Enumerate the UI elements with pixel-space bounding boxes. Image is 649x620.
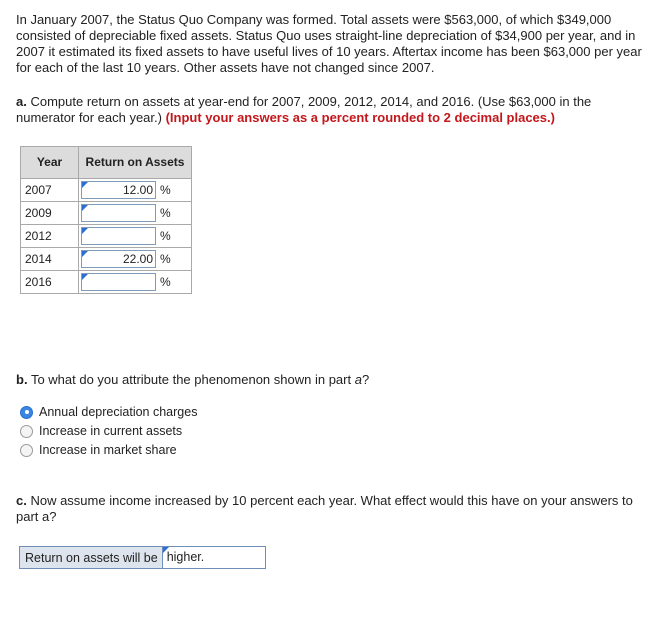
table-row [21, 202, 192, 225]
year-cell: 2012 [21, 225, 79, 248]
radio-label: Increase in current assets [39, 424, 183, 438]
part-a-question [16, 94, 644, 126]
percent-unit: % [160, 229, 171, 243]
roa-table [20, 146, 192, 294]
part-a-text: Compute return on assets at year-end for 2007, 2009, 2012, 2014, and 2016. (Use $63,000 in the numerator for each year.) [16, 94, 592, 125]
year-cell: 2016 [21, 271, 79, 294]
roa-input-2007[interactable]: 12.00 [81, 181, 156, 199]
year-cell: 2014 [21, 248, 79, 271]
answer-value: higher. [166, 550, 205, 564]
flag-icon [82, 205, 88, 211]
percent-unit: % [160, 252, 171, 266]
answer-box [19, 546, 266, 569]
part-b-letter: b. [16, 372, 28, 387]
flag-icon [82, 274, 88, 280]
roa-input-2012[interactable] [81, 227, 156, 245]
radio-label: Annual depreciation charges [39, 405, 198, 419]
flag-icon [82, 182, 88, 188]
part-c-text: Now assume income increased by 10 percent each year. What effect would this have on your answers to part a? [16, 493, 633, 524]
roa-input-2009[interactable] [81, 204, 156, 222]
table-row [21, 179, 192, 202]
flag-icon [163, 547, 169, 553]
radio-unchecked-icon[interactable] [20, 425, 33, 438]
table-row [21, 225, 192, 248]
radio-label: Increase in market share [39, 443, 177, 457]
part-b-end: ? [361, 372, 370, 387]
roa-input-2016[interactable] [81, 273, 156, 291]
year-cell: 2007 [21, 179, 79, 202]
roa-input-2014[interactable]: 22.00 [81, 250, 156, 268]
radio-option-current-assets[interactable] [20, 422, 182, 440]
percent-unit: % [160, 275, 171, 289]
roa-header: Return on Assets [79, 147, 192, 179]
part-b-question [16, 372, 644, 388]
flag-icon [82, 228, 88, 234]
radio-checked-icon[interactable] [20, 406, 33, 419]
part-a-letter: a. [16, 94, 27, 109]
part-b-text: To what do you attribute the phenomenon shown in part [27, 372, 355, 387]
percent-unit: % [160, 206, 171, 220]
table-row [21, 271, 192, 294]
radio-option-market-share[interactable] [20, 441, 177, 459]
part-b-italic: a [354, 372, 362, 387]
answer-lead-text: Return on assets will be [25, 550, 158, 565]
year-cell: 2009 [21, 202, 79, 225]
flag-icon [82, 251, 88, 257]
answer-dropdown[interactable] [162, 547, 265, 568]
radio-option-depreciation[interactable] [20, 403, 197, 421]
percent-unit: % [160, 183, 171, 197]
table-row [21, 248, 192, 271]
part-c-question [16, 493, 644, 525]
part-a-instruction: (Input your answers as a percent rounded to 2 decimal places.) [165, 110, 555, 125]
radio-unchecked-icon[interactable] [20, 444, 33, 457]
problem-intro: In January 2007, the Status Quo Company was formed. Total assets were $563,000, of which $349,000 consisted of depreciable fixed assets. Status Quo uses straight-line depreciation of $34,900 per year, and in 2007 it estimated its fixed assets to have useful lives of 10 years. Aftertax income has been $63,000 per year for each of the last 10 years. Other assets have not changed since 2007. [16, 12, 642, 75]
part-c-letter: c. [16, 493, 27, 508]
year-header: Year [21, 147, 79, 179]
